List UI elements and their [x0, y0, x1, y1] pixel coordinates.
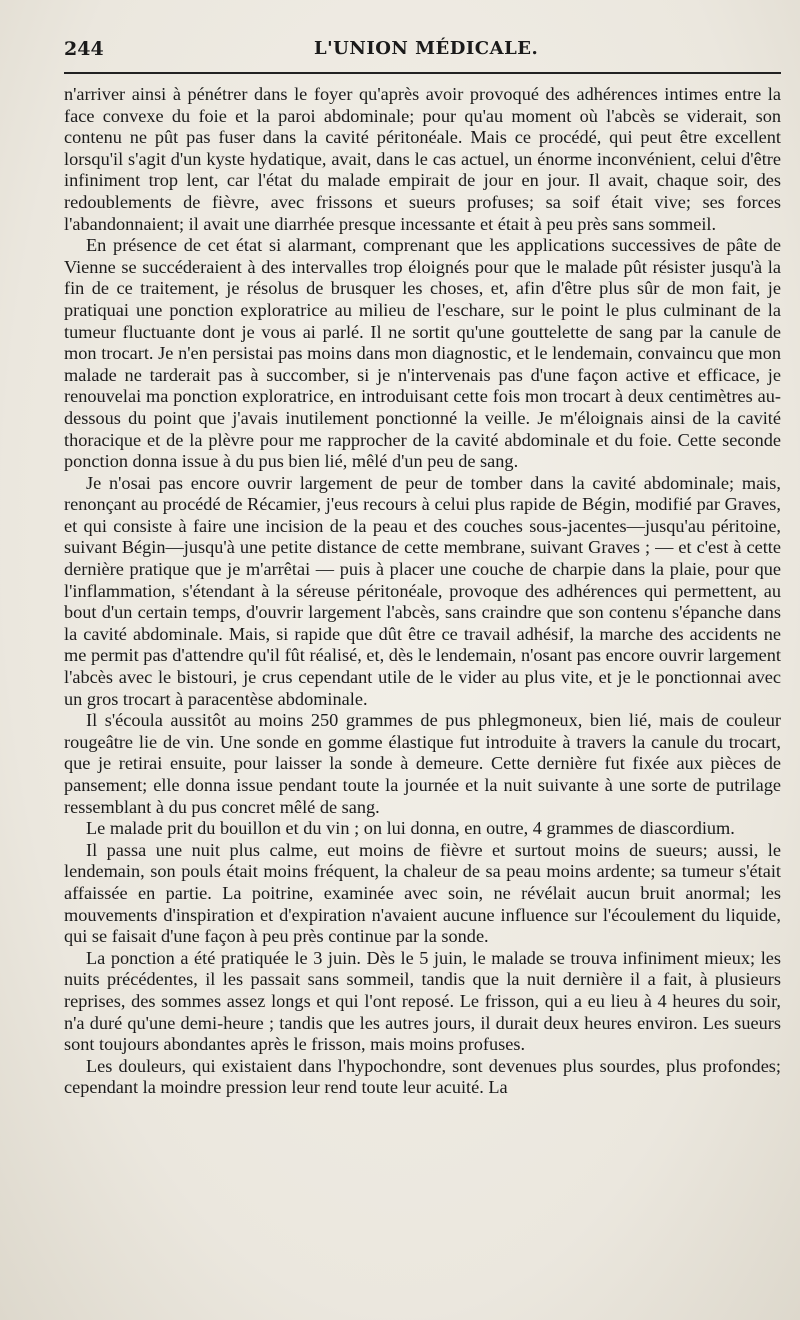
- paragraph: En présence de cet état si alarmant, comprenant que les applications successives de pâte de Vienne se succéderaient à des intervalles trop éloignés pour que le malade pût résister jusqu'à la fin de ce traitement, je résolus de brusquer les choses, et, afin d'être plus sûr de mon fait, je pratiquai une ponction exploratrice au milieu de l'eschare, sur le point le plus culminant de la tumeur fluctuante dont je vous ai parlé. Il ne sortit qu'une gouttelette de sang par la canule de mon trocart. Je n'en persistai pas moins dans mon diagnostic, et le lendemain, convaincu que mon malade ne tarderait pas à succomber, si je n'intervenais pas d'une façon active et efficace, je renouvelai ma ponction exploratrice, en introduisant cette fois mon trocart à deux centimètres au-dessous du point que j'avais inutilement ponctionné la veille. Je m'éloignais ainsi de la cavité thoracique et de la plèvre pour me rapprocher de la cavité abdominale et du foie. Cette seconde ponction donna issue à du pus bien lié, mêlé d'un peu de sang.: [64, 235, 781, 472]
- paragraph: Je n'osai pas encore ouvrir largement de peur de tomber dans la cavité abdominale; mais, renonçant au procédé de Récamier, j'eus recours à celui plus rapide de Bégin, modifié par Graves, et qui consiste à faire une incision de la peau et des couches sous-jacentes—jusqu'au péritoine, suivant Bégin—jusqu'à une petite distance de cette membrane, suivant Graves ; — et c'est à cette dernière pratique que je m'arrêtai — puis à placer une couche de charpie dans la plaie, pour que l'inflammation, s'étendant à la séreuse péritonéale, provoque des adhérences qui permettent, au bout d'un certain temps, d'ouvrir largement l'abcès, sans craindre que son contenu s'épanche dans la cavité abdominale. Mais, si rapide que dût être ce travail adhésif, la marche des accidents ne me permit pas d'attendre qu'il fût réalisé, et, dès le lendemain, n'osant pas encore ouvrir largement l'abcès avec le bistouri, je crus cependant utile de le vider au plus vite, et je le ponctionnai avec un gros trocart à paracentèse abdominale.: [64, 472, 781, 709]
- page-number: 244: [64, 38, 104, 60]
- running-title: L'UNION MÉDICALE.: [314, 38, 539, 59]
- paragraph: n'arriver ainsi à pénétrer dans le foyer qu'après avoir provoqué des adhérences intimes entre la face convexe du foie et la paroi abdominale; pour qu'au moment où l'abcès se viderait, son contenu ne pût pas fuser dans la cavité péritonéale. Mais ce procédé, qui peut être excellent lorsqu'il s'agit d'un kyste hydatique, avait, dans le cas actuel, un énorme inconvénient, celui d'être infiniment trop lent, car l'état du malade empirait de jour en jour. Il avait, chaque soir, des redoublements de fièvre, avec frissons et sueurs profuses; sa soif était vive; ses forces l'abandonnaient; il avait une diarrhée presque incessante et était à peu près sans sommeil.: [64, 84, 781, 234]
- paragraph: Le malade prit du bouillon et du vin ; on lui donna, en outre, 4 grammes de diascordium.: [86, 818, 735, 839]
- body-text: [64, 84, 781, 1099]
- paragraph: La ponction a été pratiquée le 3 juin. Dès le 5 juin, le malade se trouva infiniment mieux; les nuits précédentes, il les passait sans sommeil, tandis que la nuit dernière il a fait, à plusieurs reprises, des sommes assez longs et qui l'ont reposé. Le frisson, qui a eu lieu à 4 heures du soir, n'a duré qu'une demi-heure ; tandis que les autres jours, il durait deux heures environ. Les sueurs sont toujours abondantes après le frisson, mais moins profuses.: [64, 947, 781, 1055]
- paragraph: Il s'écoula aussitôt au moins 250 grammes de pus phlegmoneux, bien lié, mais de couleur rougeâtre lie de vin. Une sonde en gomme élastique fut introduite à travers la canule du trocart, que je retirai ensuite, pour laisser la sonde à demeure. Cette dernière fut fixée aux pièces de pansement; elle donna issue pendant toute la journée et la nuit suivante à une sorte de putrilage ressemblant à du pus concret mêlé de sang.: [64, 710, 781, 817]
- page-header: [64, 38, 781, 68]
- header-rule: [64, 72, 781, 74]
- paragraph: Il passa une nuit plus calme, eut moins de fièvre et surtout moins de sueurs; aussi, le lendemain, son pouls était moins fréquent, la chaleur de sa peau moins ardente; sa tumeur s'était affaissée en partie. La poitrine, examinée avec soin, ne révélait aucun bruit anormal; les mouvements d'inspiration et d'expiration n'avaient aucune influence sur l'écoulement du liquide, qui se faisait d'une façon à peu près continue par la sonde.: [64, 839, 781, 947]
- paragraph: Les douleurs, qui existaient dans l'hypochondre, sont devenues plus sourdes, plus profondes; cependant la moindre pression leur rend toute leur acuité. La: [64, 1055, 781, 1098]
